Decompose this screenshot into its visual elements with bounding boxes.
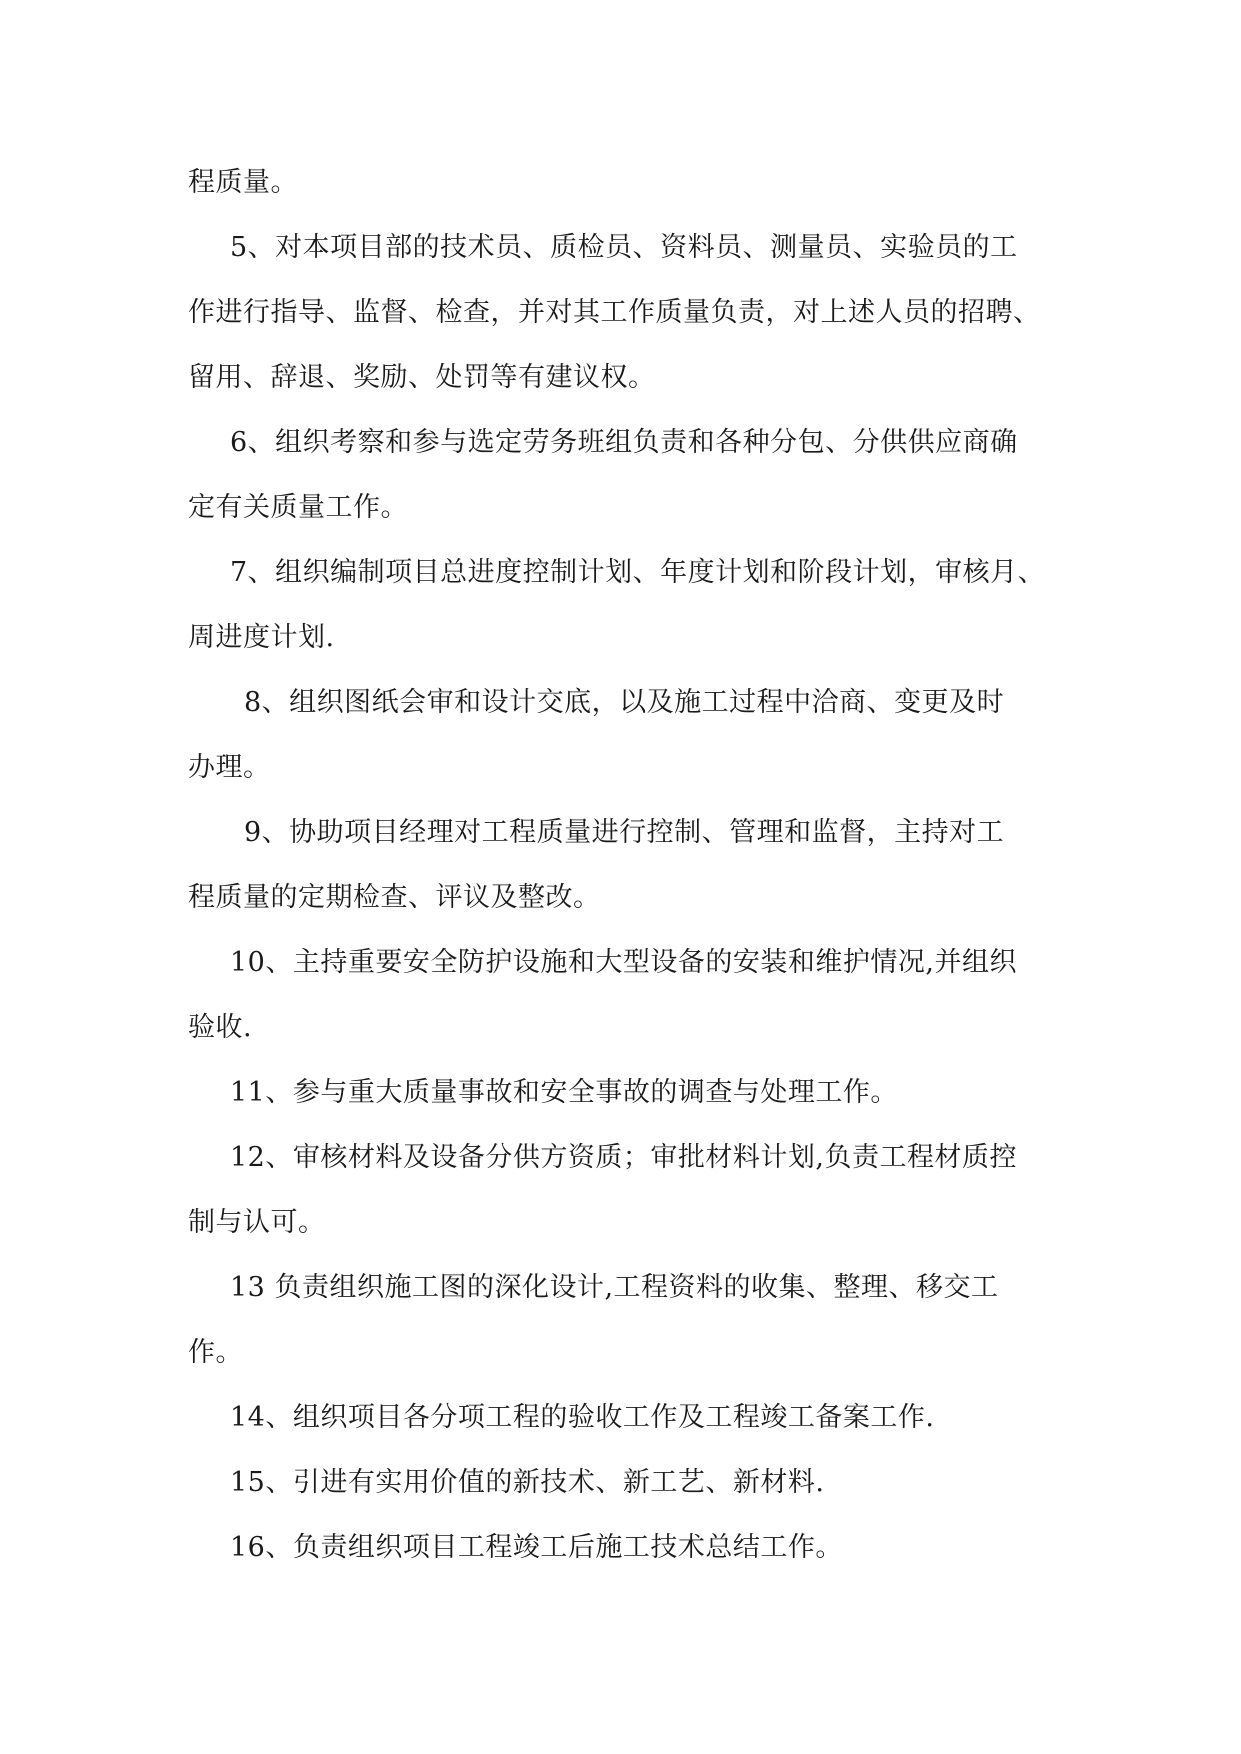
text-line: 8、组织图纸会审和设计交底，以及施工过程中洽商、变更及时 bbox=[244, 687, 1005, 718]
text-line: 9、协助项目经理对工程质量进行控制、管理和监督，主持对工 bbox=[244, 817, 1005, 848]
text-line: 16、负责组织项目工程竣工后施工技术总结工作。 bbox=[230, 1532, 843, 1563]
text-line: 13 负责组织施工图的深化设计,工程资料的收集、整理、移交工 bbox=[230, 1272, 999, 1303]
text-line: 15、引进有实用价值的新技术、新工艺、新材料. bbox=[230, 1467, 825, 1498]
text-line: 程质量的定期检查、评议及整改。 bbox=[188, 882, 601, 913]
text-line: 6、组织考察和参与选定劳务班组负责和各种分包、分供供应商确 bbox=[230, 427, 1018, 458]
text-line: 留用、辞退、奖励、处罚等有建议权。 bbox=[188, 362, 656, 393]
text-line: 办理。 bbox=[188, 752, 271, 783]
text-line: 定有关质量工作。 bbox=[188, 492, 408, 523]
text-line: 5、对本项目部的技术员、质检员、资料员、测量员、实验员的工 bbox=[230, 232, 1018, 263]
text-line: 11、参与重大质量事故和安全事故的调查与处理工作。 bbox=[230, 1077, 898, 1108]
text-line: 制与认可。 bbox=[188, 1207, 326, 1238]
text-line: 周进度计划. bbox=[188, 622, 335, 653]
text-line: 验收. bbox=[188, 1012, 253, 1043]
text-line: 7、组织编制项目总进度控制计划、年度计划和阶段计划，审核月、 bbox=[230, 557, 1046, 588]
text-line: 14、组织项目各分项工程的验收工作及工程竣工备案工作. bbox=[230, 1402, 935, 1433]
text-line: 12、审核材料及设备分供方资质；审批材料计划,负责工程材质控 bbox=[230, 1142, 1017, 1173]
text-line: 程质量。 bbox=[188, 167, 298, 198]
text-line: 10、主持重要安全防护设施和大型设备的安装和维护情况,并组织 bbox=[230, 947, 1017, 978]
text-line: 作。 bbox=[188, 1337, 243, 1368]
text-line: 作进行指导、监督、检查，并对其工作质量负责，对上述人员的招聘、 bbox=[188, 297, 1041, 328]
